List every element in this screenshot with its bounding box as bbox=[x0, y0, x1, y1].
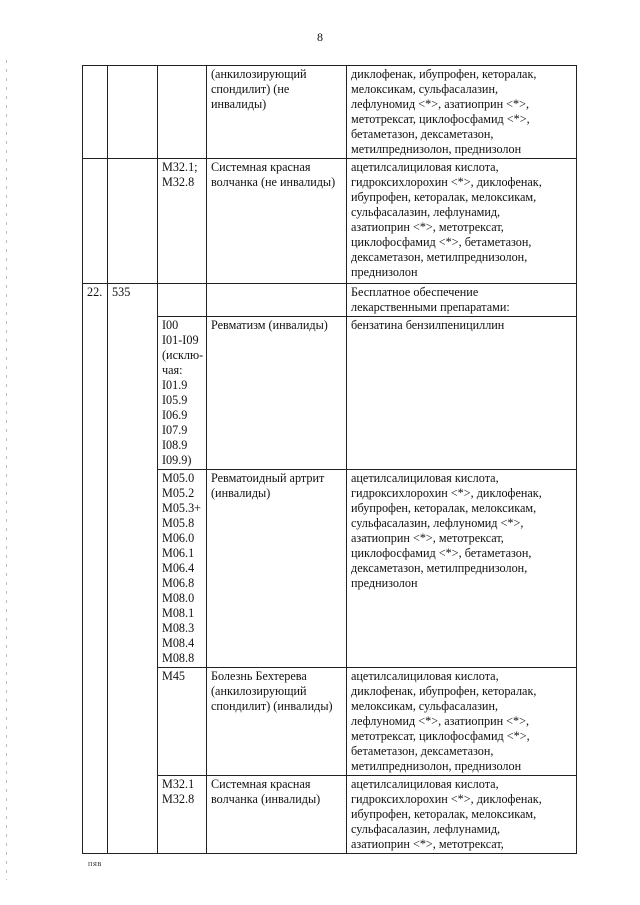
disease-cell: Системная красная волчанка (не инвалиды) bbox=[207, 159, 347, 284]
drugs-cell: ацетилсалициловая кислота, гидроксихлорохин <*>, диклофенак, ибупрофен, кеторалак, мелоксикам, сульфасалазин, лефлуномид <*>, азатиоприн <*>, метотрексат, циклофосфамид <*>, бетаметазон, дексаметазон, метилпреднизолон, преднизолон bbox=[347, 470, 577, 668]
drugs-cell: ацетилсалициловая кислота, гидроксихлорохин <*>, диклофенак, ибупрофен, кеторалак, мелоксикам, сульфасалазин, лефлунамид, азатиоприн <*>, метотрексат, bbox=[347, 776, 577, 854]
row-number-cell bbox=[83, 66, 108, 159]
icd-codes-cell: M32.1; M32.8 bbox=[158, 159, 207, 284]
footer-mark: ПЯВ bbox=[88, 862, 102, 868]
icd-codes-cell: M45 bbox=[158, 668, 207, 776]
icd-codes-cell: I00 I01-I09 (исклю- чая: I01.9 I05.9 I06.9 I07.9 I08.9 I09.9) bbox=[158, 317, 207, 470]
section-header-row bbox=[83, 284, 577, 317]
table-row bbox=[83, 668, 577, 776]
table-row bbox=[83, 66, 577, 159]
row-code-cell bbox=[108, 159, 158, 284]
drugs-cell: диклофенак, ибупрофен, кеторалак, мелоксикам, сульфасалазин, лефлуномид <*>, азатиоприн <*>, метотрексат, циклофосфамид <*>, бетаметазон, дексаметазон, метилпреднизолон, преднизолон bbox=[347, 66, 577, 159]
disease-cell: (анкилозирующий спондилит) (не инвалиды) bbox=[207, 66, 347, 159]
table-row bbox=[83, 317, 577, 470]
table-row bbox=[83, 470, 577, 668]
section-header-text: Бесплатное обеспечение лекарственными препаратами: bbox=[347, 284, 577, 317]
disease-cell: Ревматизм (инвалиды) bbox=[207, 317, 347, 470]
section-number: 22. bbox=[83, 284, 108, 854]
disease-cell: Ревматоидный артрит (инвалиды) bbox=[207, 470, 347, 668]
table-row bbox=[83, 159, 577, 284]
drugs-cell: ацетилсалициловая кислота, гидроксихлорохин <*>, диклофенак, ибупрофен, кеторалак, мелоксикам, сульфасалазин, лефлунамид, азатиоприн <*>, метотрексат, циклофосфамид <*>, бетаметазон, дексаметазон, метилпреднизолон, преднизолон bbox=[347, 159, 577, 284]
table-row bbox=[83, 776, 577, 854]
drug-provision-table bbox=[82, 65, 577, 854]
icd-codes-cell bbox=[158, 284, 207, 317]
section-code: 535 bbox=[108, 284, 158, 854]
disease-cell bbox=[207, 284, 347, 317]
row-code-cell bbox=[108, 66, 158, 159]
scan-edge-line bbox=[6, 60, 7, 880]
drugs-cell: ацетилсалициловая кислота, диклофенак, ибупрофен, кеторалак, мелоксикам, сульфасалазин, лефлуномид <*>, азатиоприн <*>, метотрексат, циклофосфамид <*>, бетаметазон, дексаметазон, метилпреднизолон, преднизолон bbox=[347, 668, 577, 776]
icd-codes-cell bbox=[158, 66, 207, 159]
disease-cell: Болезнь Бехтерева (анкилозирующий спондилит) (инвалиды) bbox=[207, 668, 347, 776]
disease-cell: Системная красная волчанка (инвалиды) bbox=[207, 776, 347, 854]
drugs-cell: бензатина бензилпенициллин bbox=[347, 317, 577, 470]
row-number-cell bbox=[83, 159, 108, 284]
page-number: 8 bbox=[317, 30, 323, 44]
icd-codes-cell: M32.1 M32.8 bbox=[158, 776, 207, 854]
icd-codes-cell: M05.0 M05.2 M05.3+ M05.8 M06.0 M06.1 M06.4 M06.8 M08.0 M08.1 M08.3 M08.4 M08.8 bbox=[158, 470, 207, 668]
